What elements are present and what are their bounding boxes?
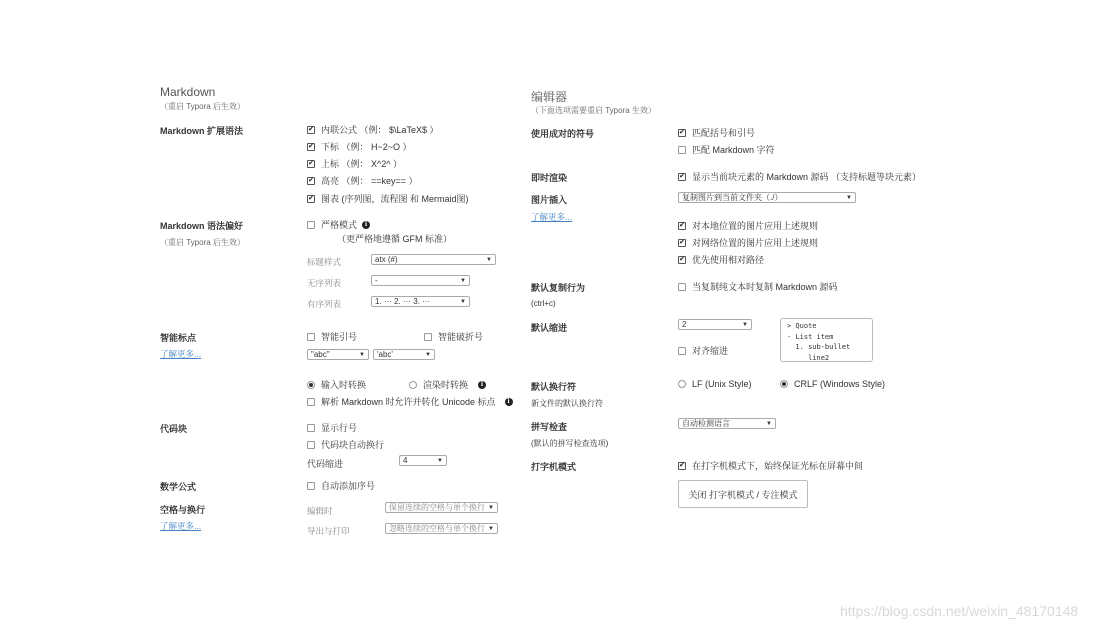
render-convert-option[interactable]: [409, 378, 486, 391]
diagrams-checkbox[interactable]: [307, 195, 315, 203]
double-quote-value: "abc": [311, 350, 330, 359]
line-numbers-option[interactable]: [307, 421, 357, 434]
crlf-radio[interactable]: [780, 380, 788, 388]
relative-path-checkbox[interactable]: [678, 256, 686, 264]
caret-down-icon: ▼: [486, 256, 492, 263]
caret-down-icon: ▼: [766, 420, 772, 427]
show-md-source-label: 显示当前块元素的 Markdown 源码 （支持标题等块元素）: [692, 172, 922, 182]
superscript-label: 上标 （例： X^2^ ）: [321, 159, 402, 169]
smart-dashes-option[interactable]: [424, 330, 483, 343]
match-brackets-option[interactable]: [678, 126, 755, 139]
spellcheck-select[interactable]: [678, 418, 776, 429]
relative-path-label: 优先使用相对路径: [692, 255, 765, 265]
apply-local-option[interactable]: [678, 219, 818, 232]
render-convert-label: 渲染时转换: [423, 380, 469, 390]
lf-radio[interactable]: [678, 380, 686, 388]
lf-label: LF (Unix Style): [692, 379, 752, 389]
typewriter-label: 打字机模式: [531, 462, 577, 472]
show-md-source-checkbox[interactable]: [678, 173, 686, 181]
image-insert-label: 图片插入: [531, 195, 568, 205]
strict-mode-label: 严格模式: [321, 220, 358, 230]
match-brackets-checkbox[interactable]: [678, 129, 686, 137]
info-icon[interactable]: i: [478, 381, 486, 389]
whitespace-label: 空格与换行: [160, 505, 206, 515]
lf-option[interactable]: [678, 379, 752, 389]
default-indent-select[interactable]: [678, 319, 752, 330]
newline-label: 默认换行符: [531, 382, 577, 392]
line-numbers-label: 显示行号: [321, 423, 358, 433]
caret-down-icon: ▼: [742, 321, 748, 328]
copy-md-source-checkbox[interactable]: [678, 283, 686, 291]
whitespace-export-label: 导出与打印: [307, 526, 350, 536]
subscript-checkbox[interactable]: [307, 143, 315, 151]
caret-down-icon: ▼: [460, 298, 466, 305]
align-indent-label: 对齐缩进: [692, 346, 729, 356]
strict-mode-option[interactable]: [307, 218, 370, 231]
markdown-section-subtitle: （重启 Typora 后生效）: [160, 102, 245, 111]
spellcheck-value: 自动检测语言: [682, 419, 730, 428]
superscript-checkbox[interactable]: [307, 160, 315, 168]
info-icon[interactable]: i: [505, 398, 513, 406]
editor-section-title: 编辑器: [531, 90, 568, 104]
spellcheck-label: 拼写检查: [531, 422, 568, 432]
ext-highlight-option[interactable]: [307, 174, 418, 187]
heading-style-value: atx (#): [375, 255, 398, 264]
render-convert-radio[interactable]: [409, 381, 417, 389]
image-learn-more-link[interactable]: 了解更多...: [531, 212, 573, 222]
ul-style-value: -: [375, 276, 378, 285]
image-insert-select[interactable]: [678, 192, 856, 203]
smart-quotes-checkbox[interactable]: [307, 333, 315, 341]
ext-inline-math-option[interactable]: [307, 123, 439, 136]
syntax-pref-sub: （重启 Typora 后生效）: [160, 238, 245, 247]
input-convert-option[interactable]: [307, 378, 366, 391]
line-numbers-checkbox[interactable]: [307, 424, 315, 432]
smart-dashes-checkbox[interactable]: [424, 333, 432, 341]
inline-math-label: 内联公式 （例： $\LaTeX$ ）: [321, 125, 439, 135]
code-wrap-checkbox[interactable]: [307, 441, 315, 449]
apply-network-label: 对网络位置的图片应用上述规则: [692, 238, 819, 248]
math-auto-number-option[interactable]: [307, 479, 375, 492]
smart-dashes-label: 智能破折号: [438, 332, 484, 342]
code-indent-value: 4: [403, 456, 408, 465]
smart-quotes-option[interactable]: [307, 330, 357, 343]
copy-shortcut: (ctrl+c): [531, 299, 556, 308]
match-brackets-label: 匹配括号和引号: [692, 128, 756, 138]
ul-style-select[interactable]: [371, 275, 470, 286]
input-convert-label: 输入时转换: [321, 380, 367, 390]
highlight-checkbox[interactable]: [307, 177, 315, 185]
editor-section-subtitle: （下面选项需要重启 Typora 生效）: [531, 106, 656, 115]
caret-down-icon: ▼: [488, 504, 494, 511]
crlf-label: CRLF (Windows Style): [794, 379, 886, 389]
smart-quotes-label: 智能引号: [321, 332, 358, 342]
diagrams-label: 图表 (序列图，流程图 和 Mermaid图): [321, 194, 469, 204]
auto-pair-label: 使用成对的符号: [531, 129, 595, 139]
strict-mode-checkbox[interactable]: [307, 221, 315, 229]
whitespace-export-select[interactable]: [385, 523, 498, 534]
inline-math-checkbox[interactable]: [307, 126, 315, 134]
heading-style-label: 标题样式: [307, 257, 342, 267]
whitespace-export-value: 忽略连续的空格与单个换行: [389, 524, 485, 533]
default-indent-label: 默认缩进: [531, 323, 568, 333]
heading-style-select[interactable]: [371, 254, 496, 265]
markdown-section-title: Markdown: [160, 85, 216, 99]
double-quote-select[interactable]: [307, 349, 369, 360]
crlf-option[interactable]: [780, 379, 885, 389]
image-insert-value: 复制图片到当前文件夹（./）: [682, 193, 783, 202]
show-md-source-option[interactable]: [678, 170, 921, 183]
apply-local-checkbox[interactable]: [678, 222, 686, 230]
copy-md-source-option[interactable]: [678, 280, 838, 293]
code-wrap-option[interactable]: [307, 438, 384, 451]
unicode-punct-option[interactable]: [307, 395, 513, 408]
code-indent-select[interactable]: [399, 455, 447, 466]
syntax-pref-label: Markdown 语法偏好: [160, 221, 244, 231]
close-typewriter-focus-button[interactable]: 关闭 打字机模式 / 专注模式: [678, 480, 808, 508]
math-label: 数学公式: [160, 482, 197, 492]
relative-path-option[interactable]: [678, 253, 764, 266]
caret-down-icon: ▼: [488, 525, 494, 532]
math-auto-number-checkbox[interactable]: [307, 482, 315, 490]
whitespace-edit-select[interactable]: [385, 502, 498, 513]
spellcheck-sub: (默认的拼写检查选项): [531, 439, 609, 448]
ext-subscript-option[interactable]: [307, 140, 412, 153]
math-auto-number-label: 自动添加序号: [321, 481, 376, 491]
caret-down-icon: ▼: [460, 277, 466, 284]
single-quote-select[interactable]: [373, 349, 435, 360]
watermark-text: https://blog.csdn.net/weixin_48170148: [840, 603, 1079, 619]
copy-behavior-label: 默认复制行为: [531, 283, 586, 293]
copy-md-source-label: 当复制纯文本时复制 Markdown 源码: [692, 282, 838, 292]
ol-style-value: 1. ··· 2. ··· 3. ···: [375, 297, 431, 306]
typewriter-center-checkbox[interactable]: [678, 462, 686, 470]
typewriter-center-label: 在打字机模式下，始终保证光标在屏幕中间: [692, 461, 864, 471]
apply-network-option[interactable]: [678, 236, 818, 249]
align-indent-option[interactable]: [678, 344, 728, 357]
match-md-chars-label: 匹配 Markdown 字符: [692, 145, 775, 155]
align-indent-checkbox[interactable]: [678, 347, 686, 355]
typewriter-center-option[interactable]: [678, 459, 863, 472]
caret-down-icon: ▼: [437, 457, 443, 464]
ext-superscript-option[interactable]: [307, 157, 402, 170]
input-convert-radio[interactable]: [307, 381, 315, 389]
highlight-label: 高亮 （例： ==key== ）: [321, 176, 418, 186]
strict-mode-desc: （更严格地遵循 GFM 标准）: [337, 234, 452, 244]
code-wrap-label: 代码块自动换行: [321, 440, 385, 450]
match-md-chars-checkbox[interactable]: [678, 146, 686, 154]
apply-network-checkbox[interactable]: [678, 239, 686, 247]
whitespace-learn-more-link[interactable]: 了解更多...: [160, 521, 202, 531]
ul-style-label: 无序列表: [307, 278, 342, 288]
unicode-punct-label: 解析 Markdown 时允许并转化 Unicode 标点: [321, 397, 496, 407]
ext-diagrams-option[interactable]: [307, 192, 469, 205]
caret-down-icon: ▼: [846, 194, 852, 201]
subscript-label: 下标 （例： H~2~O ）: [321, 142, 412, 152]
caret-down-icon: ▼: [425, 351, 431, 358]
single-quote-value: 'abc': [377, 350, 393, 359]
code-indent-label: 代码缩进: [307, 459, 344, 469]
whitespace-edit-label: 编辑时: [307, 506, 333, 516]
code-block-label: 代码块: [160, 424, 188, 434]
instant-render-label: 即时渲染: [531, 173, 568, 183]
ext-syntax-label: Markdown 扩展语法: [160, 126, 244, 136]
ol-style-select[interactable]: [371, 296, 470, 307]
unicode-punct-checkbox[interactable]: [307, 398, 315, 406]
smart-punct-learn-more-link[interactable]: 了解更多...: [160, 349, 202, 359]
indent-preview-box: > Quote - List item 1. sub-bullet line2: [780, 318, 873, 362]
newline-sub: 新文件的默认换行符: [531, 399, 603, 408]
ol-style-label: 有序列表: [307, 299, 342, 309]
match-md-chars-option[interactable]: [678, 143, 775, 156]
caret-down-icon: ▼: [359, 351, 365, 358]
info-icon[interactable]: i: [362, 221, 370, 229]
apply-local-label: 对本地位置的图片应用上述规则: [692, 221, 819, 231]
whitespace-edit-value: 保留连续的空格与单个换行: [389, 503, 485, 512]
smart-punct-label: 智能标点: [160, 333, 197, 343]
default-indent-value: 2: [682, 320, 687, 329]
